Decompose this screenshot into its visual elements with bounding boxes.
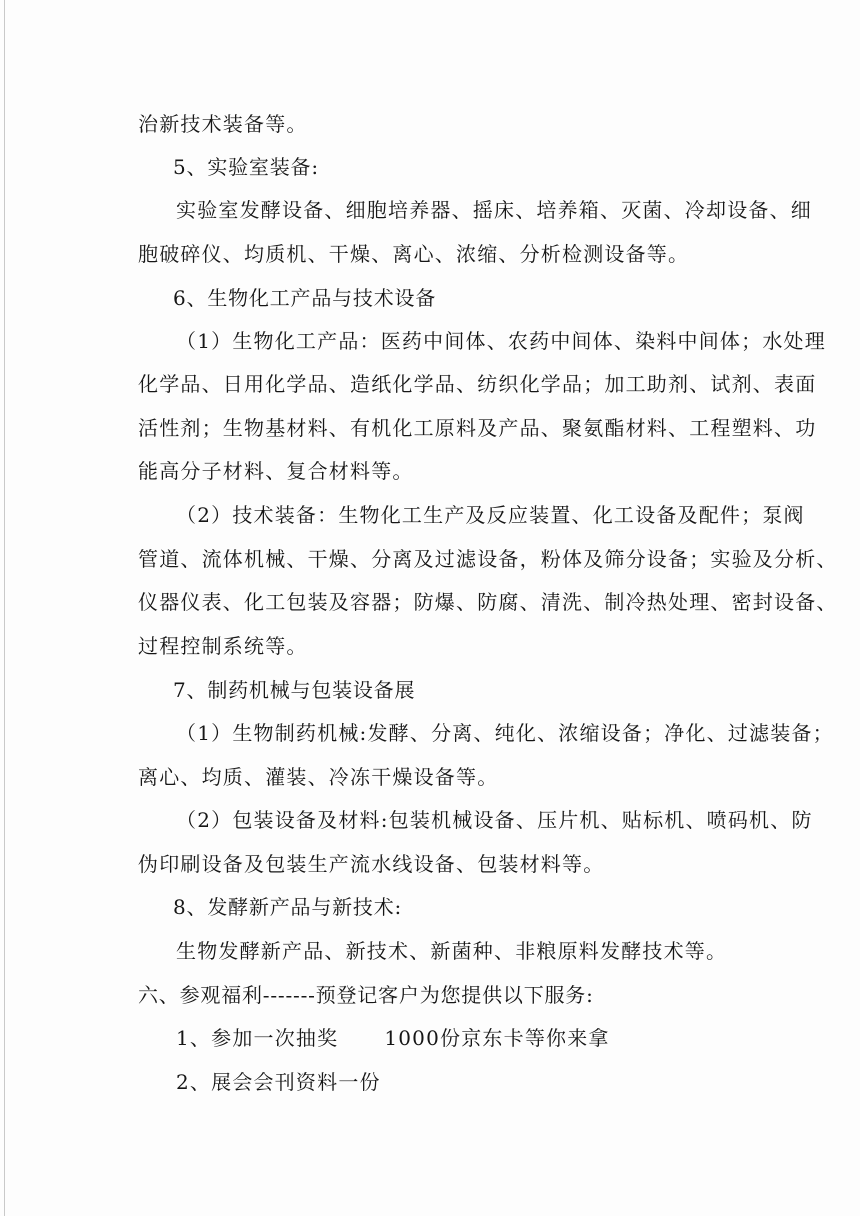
text-line: 胞破碎仪、均质机、干燥、离心、浓缩、分析检测设备等。 [138,242,690,266]
text-line: （2）包装设备及材料:包装机械设备、压片机、贴标机、喷码机、防 [176,808,813,832]
text-line: 离心、均质、灌装、冷冻干燥设备等。 [138,765,499,789]
section-heading: 六、参观福利-------预登记客户为您提供以下服务: [138,983,594,1007]
text-line: 化学品、日用化学品、造纸化学品、纺织化学品；加工助剂、试剂、表面 [138,372,817,396]
text-line: （1）生物化工产品：医药中间体、农药中间体、染料中间体；水处理 [176,329,826,353]
section-heading: 7、制药机械与包装设备展 [173,678,416,702]
benefit-item [176,1068,381,1096]
benefit-label: 2、展会会刊资料一份 [176,1070,381,1094]
text-line: 治新技术装备等。 [138,112,308,136]
text-line: 管道、流体机械、干燥、分离及过滤设备，粉体及筛分设备；实验及分析、 [138,547,838,571]
text-line: 生物发酵新产品、新技术、新菌种、非粮原料发酵技术等。 [176,939,728,963]
text-line: 实验室发酵设备、细胞培养器、摇床、培养箱、灭菌、冷却设备、细 [176,198,812,222]
text-line: 仪器仪表、化工包装及容器；防爆、防腐、清洗、制冷热处理、密封设备、 [138,590,838,614]
text-line: （2）技术装备：生物化工生产及反应装置、化工设备及配件；泵阀 [176,503,805,527]
section-heading: 6、生物化工产品与技术设备 [173,286,437,310]
text-line: 活性剂；生物基材料、有机化工原料及产品、聚氨酯材料、工程塑料、功 [138,416,817,440]
benefit-label: 1、参加一次抽奖 [176,1026,339,1050]
section-heading: 8、发酵新产品与新技术: [173,895,403,919]
text-line: 过程控制系统等。 [138,634,308,658]
text-line: 伪印刷设备及包装生产流水线设备、包装材料等。 [138,852,605,876]
benefit-item [176,1024,610,1052]
section-heading: 5、实验室装备: [173,155,319,179]
page-edge-line [4,0,5,1216]
benefit-detail: 1000份京东卡等你来拿 [384,1026,610,1050]
text-line: 能高分子材料、复合材料等。 [138,459,414,483]
text-line: （1）生物制药机械:发酵、分离、纯化、浓缩设备；净化、过滤装备； [176,721,834,745]
